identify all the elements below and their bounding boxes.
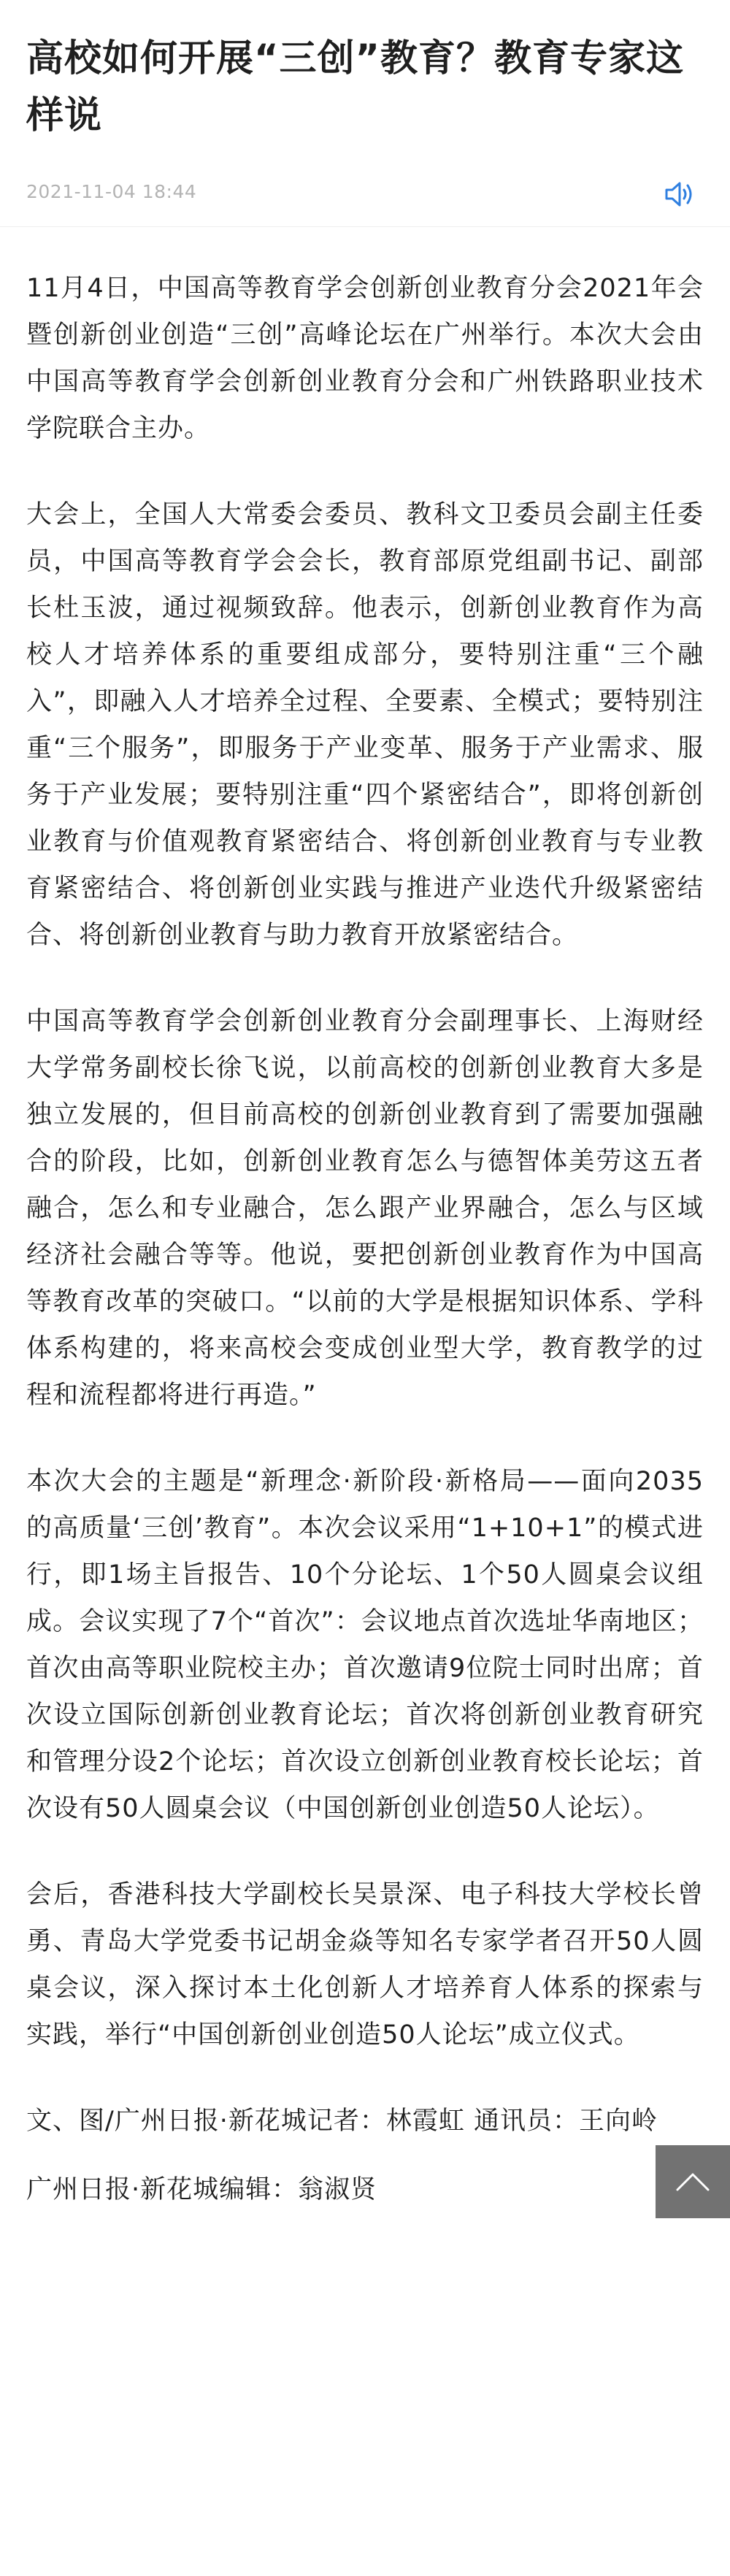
paragraph: 中国高等教育学会创新创业教育分会副理事长、上海财经大学常务副校长徐飞说，以前高校的创新创业教育大多是独立发展的，但目前高校的创新创业教育到了需要加强融合的阶段，比如，创新创业教育怎么与德智体美劳这五者融合，怎么和专业融合，怎么跟产业界融合，怎么与区域经济社会融合等等。他说，要把创新创业教育作为中国高等教育改革的突破口。“以前的大学是根据知识体系、学科体系构建的，将来高校会变成创业型大学，教育教学的过程和流程都将进行再造。”: [26, 1007, 704, 1410]
speaker-icon: [664, 179, 697, 210]
paragraph: 会后，香港科技大学副校长吴景深、电子科技大学校长曾勇、青岛大学党委书记胡金焱等知名专家学者召开50人圆桌会议，深入探讨本土化创新人才培养育人体系的探索与实践，举行“中国创新创业创造50人论坛”成立仪式。: [26, 1880, 704, 2050]
article-body: [26, 265, 704, 2213]
article-title: 高校如何开展“三创”教育？教育专家这样说: [26, 37, 685, 137]
meta-row: [26, 161, 704, 226]
editor-line: 广州日报·新花城编辑：翁淑贤: [26, 2175, 377, 2204]
publish-date: 2021-11-04 18:44: [26, 181, 197, 202]
header-divider: [0, 226, 730, 227]
paragraph: 大会上，全国人大常委会委员、教科文卫委员会副主任委员，中国高等教育学会会长，教育部原党组副书记、副部长杜玉波，通过视频致辞。他表示，创新创业教育作为高校人才培养体系的重要组成部分，要特别注重“三个融入”，即融入人才培养全过程、全要素、全模式；要特别注重“三个服务”，即服务于产业变革、服务于产业需求、服务于产业发展；要特别注重“四个紧密结合”，即将创新创业教育与价值观教育紧密结合、将创新创业教育与专业教育紧密结合、将创新创业实践与推进产业迭代升级紧密结合、将创新创业教育与助力教育开放紧密结合。: [26, 500, 704, 950]
chevron-up-icon: [675, 2171, 711, 2193]
paragraph: 本次大会的主题是“新理念·新阶段·新格局——面向2035的高质量‘三创’教育”。本次会议采用“1+10+1”的模式进行，即1场主旨报告、10个分论坛、1个50人圆桌会议组成。会议实现了7个“首次”：会议地点首次选址华南地区；首次由高等职业院校主办；首次邀请9位院士同时出席；首次设立国际创新创业教育论坛；首次将创新创业教育研究和管理分设2个论坛；首次设立创新创业教育校长论坛；首次设有50人圆桌会议（中国创新创业创造50人论坛）。: [26, 1467, 704, 1823]
read-aloud-button[interactable]: [661, 175, 699, 213]
credits-line: 文、图/广州日报·新花城记者：林霞虹 通讯员：王向岭: [26, 2107, 658, 2136]
back-to-top-button[interactable]: [656, 2145, 730, 2218]
paragraph: 11月4日，中国高等教育学会创新创业教育分会2021年会暨创新创业创造“三创”高峰论坛在广州举行。本次大会由中国高等教育学会创新创业教育分会和广州铁路职业技术学院联合主办。: [26, 274, 704, 443]
